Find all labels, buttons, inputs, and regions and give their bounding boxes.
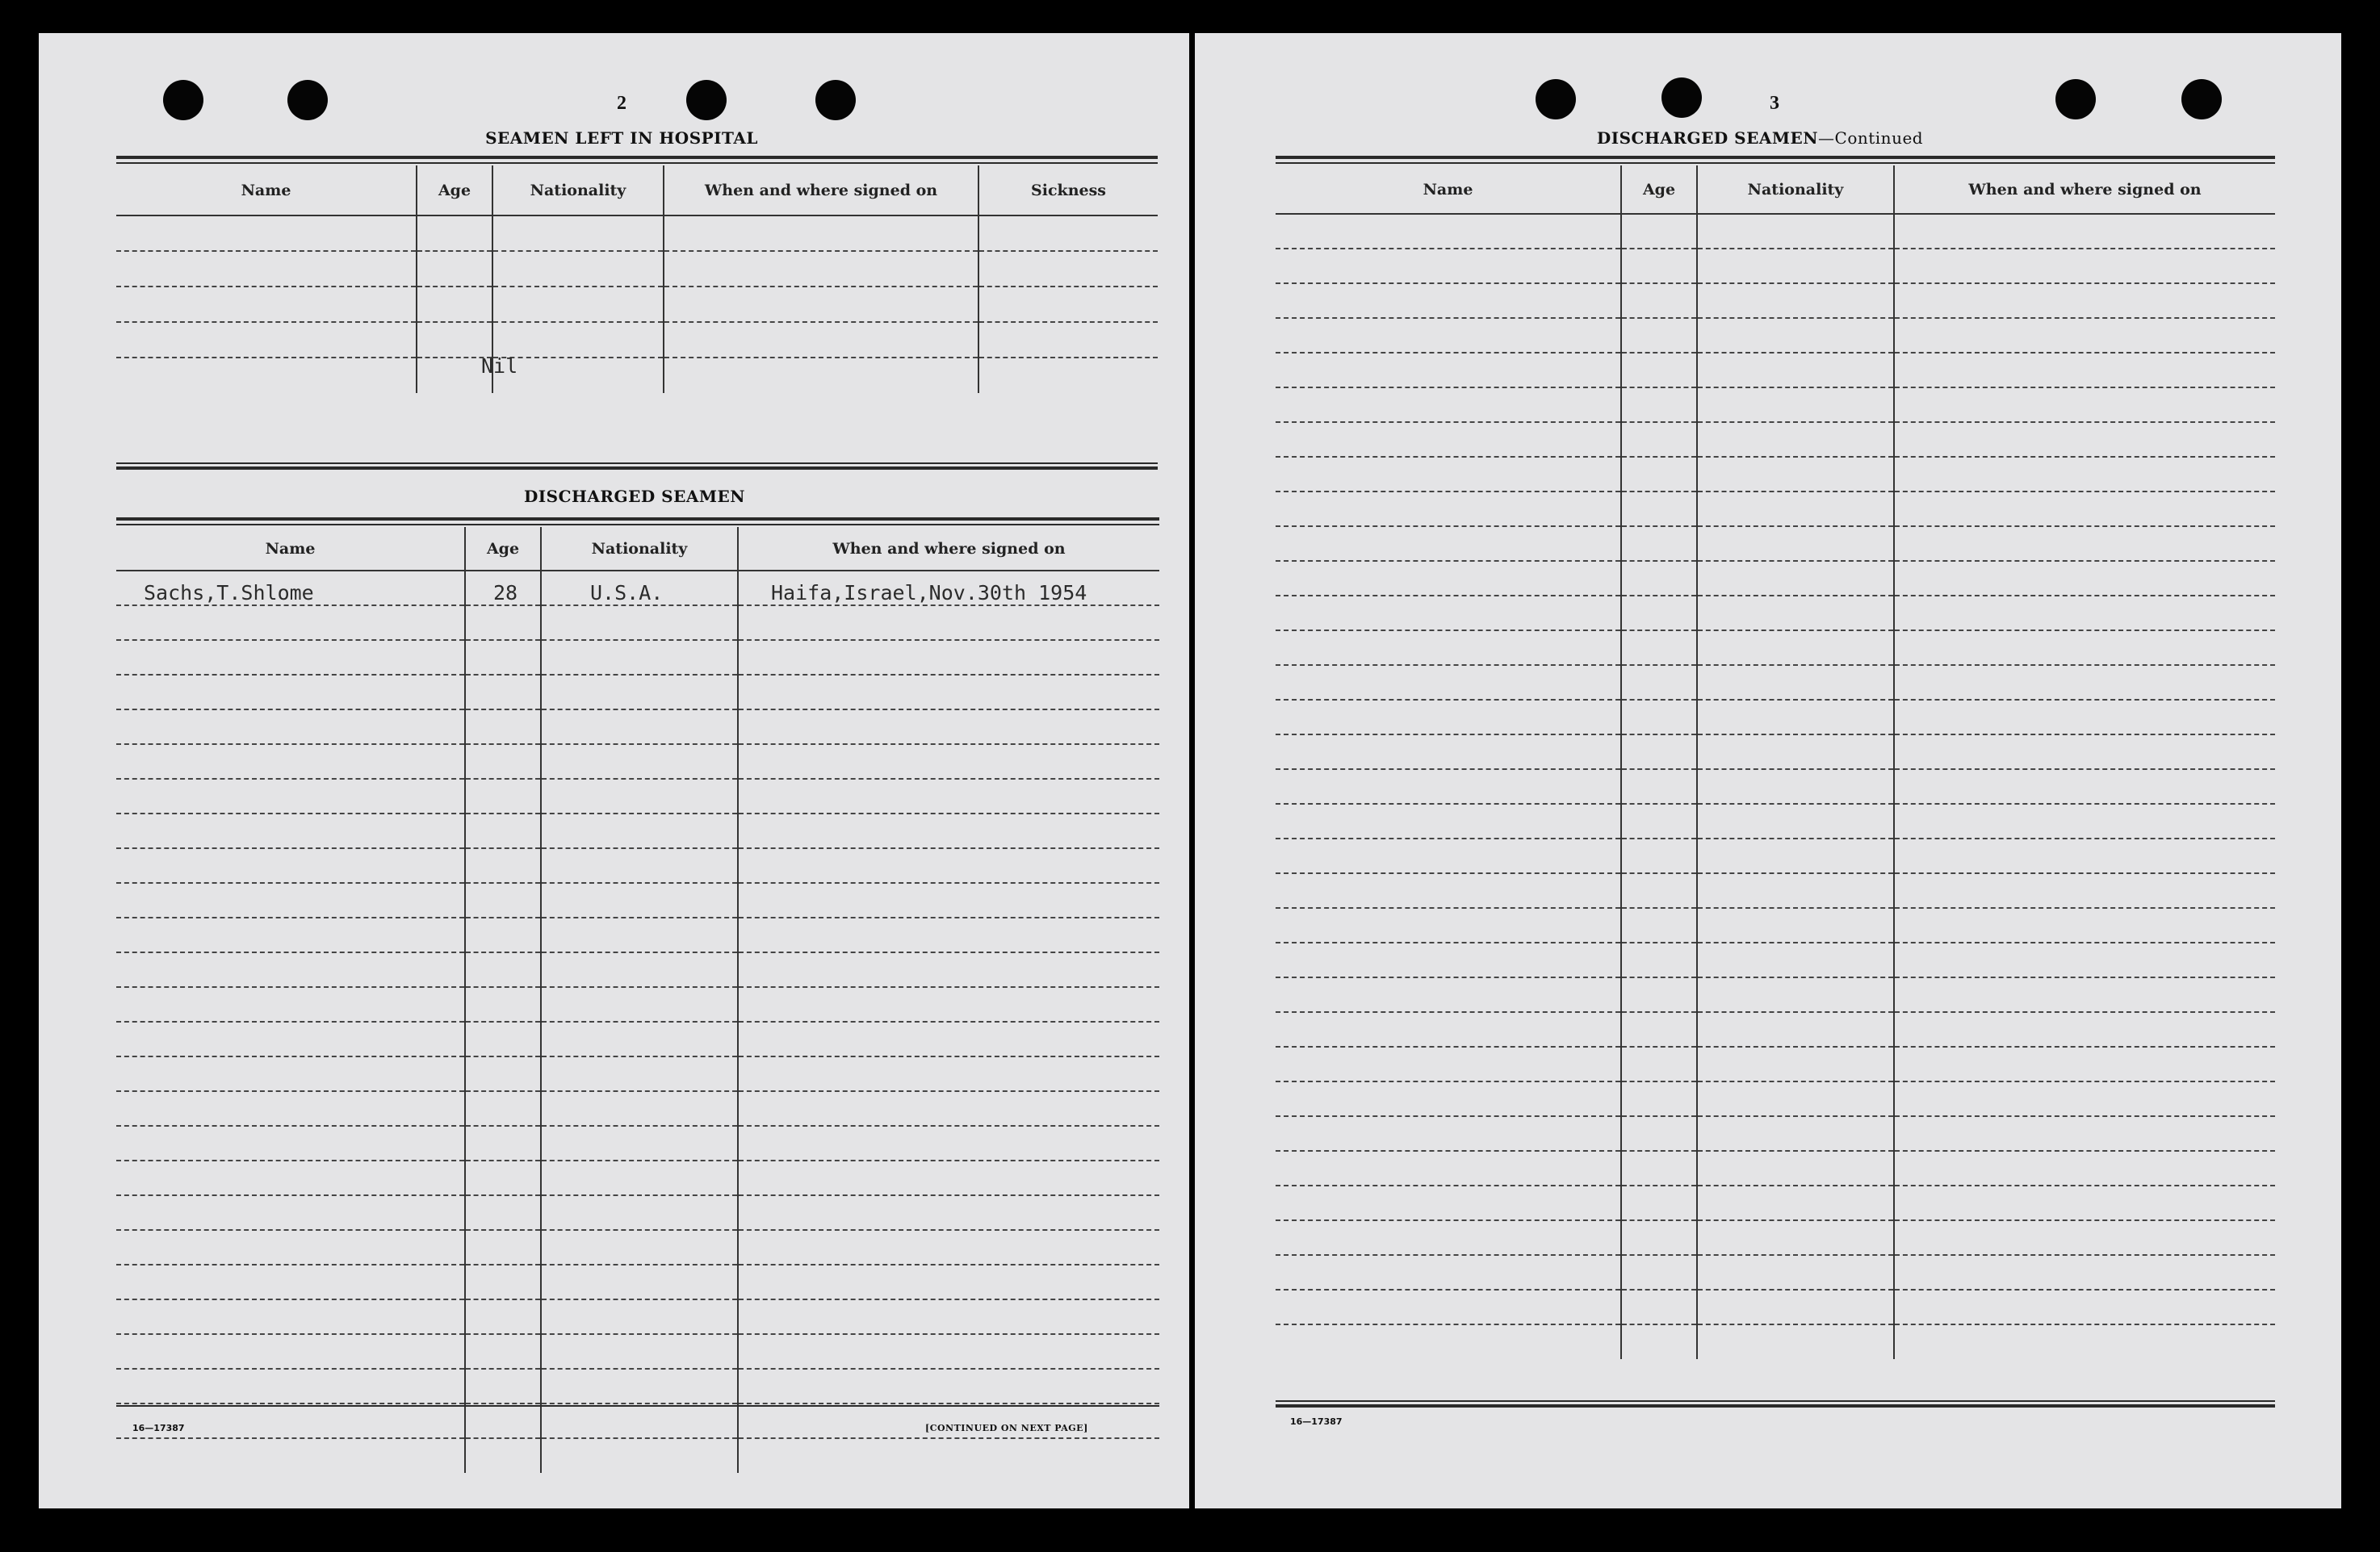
table-row bbox=[116, 358, 1158, 393]
table-row bbox=[116, 779, 1159, 814]
table-row bbox=[116, 675, 1159, 709]
table-row bbox=[1276, 1290, 2275, 1324]
discharged-top-rule bbox=[116, 517, 1159, 521]
col-header-name: Name bbox=[116, 527, 465, 571]
table-row bbox=[1276, 700, 2275, 734]
page-number: 2 bbox=[617, 93, 626, 114]
seaman-name: Sachs,T.Shlome bbox=[116, 571, 465, 605]
table-row bbox=[1276, 561, 2275, 596]
col-header-nationality: Nationality bbox=[492, 165, 664, 215]
table-row bbox=[116, 1091, 1159, 1126]
table-row bbox=[1276, 214, 2275, 249]
table-row bbox=[1276, 1220, 2275, 1255]
hospital-nil-note: Nil bbox=[481, 354, 518, 378]
left-page bbox=[39, 33, 1189, 1508]
table-row bbox=[116, 918, 1159, 952]
col-header-signed-on: When and where signed on bbox=[664, 165, 978, 215]
table-row bbox=[116, 571, 1159, 605]
punch-hole bbox=[1536, 79, 1576, 119]
table-row bbox=[1276, 596, 2275, 630]
table-row bbox=[1276, 1081, 2275, 1116]
table-row bbox=[1276, 908, 2275, 943]
table-row bbox=[1276, 630, 2275, 665]
table-row bbox=[116, 322, 1158, 358]
table-row bbox=[1276, 734, 2275, 769]
hospital-table bbox=[116, 165, 1158, 393]
discharged-section-title: DISCHARGED SEAMEN bbox=[523, 487, 746, 506]
table-row bbox=[1276, 1255, 2275, 1290]
title-main: DISCHARGED SEAMEN bbox=[1596, 128, 1819, 148]
table-row bbox=[1276, 977, 2275, 1012]
top-rule-thin bbox=[1276, 162, 2275, 164]
table-row bbox=[116, 1161, 1159, 1195]
table-row bbox=[116, 952, 1159, 987]
table-row bbox=[116, 987, 1159, 1022]
discharged-continued-title bbox=[1597, 128, 1923, 148]
punch-hole bbox=[2055, 79, 2096, 119]
col-header-nationality: Nationality bbox=[541, 527, 738, 571]
table-row bbox=[116, 215, 1158, 251]
table-row bbox=[116, 1265, 1159, 1299]
continued-note: [CONTINUED ON NEXT PAGE] bbox=[925, 1423, 1088, 1433]
table-row bbox=[1276, 387, 2275, 422]
col-header-age: Age bbox=[465, 527, 541, 571]
table-row bbox=[116, 709, 1159, 744]
table-row bbox=[1276, 665, 2275, 700]
table-row bbox=[1276, 526, 2275, 561]
hospital-bottom-rule bbox=[116, 462, 1158, 464]
table-row bbox=[1276, 457, 2275, 492]
discharged-continued-table bbox=[1276, 165, 2275, 1359]
table-row bbox=[116, 848, 1159, 883]
form-code: 16—17387 bbox=[1290, 1416, 1343, 1427]
table-row bbox=[1276, 318, 2275, 353]
table-row bbox=[1276, 769, 2275, 804]
table-row bbox=[1276, 1186, 2275, 1220]
discharged-bottom-rule bbox=[116, 1405, 1159, 1407]
punch-hole bbox=[686, 80, 727, 120]
table-row bbox=[1276, 1324, 2275, 1359]
punch-hole bbox=[815, 80, 856, 120]
table-row bbox=[116, 1334, 1159, 1369]
discharged-table bbox=[116, 527, 1159, 1473]
table-row bbox=[116, 1126, 1159, 1161]
table-row bbox=[1276, 1047, 2275, 1081]
table-row bbox=[116, 251, 1158, 287]
discharged-top-rule-thin bbox=[116, 524, 1159, 525]
bottom-rule-thick bbox=[1276, 1404, 2275, 1408]
col-header-signed-on: When and where signed on bbox=[738, 527, 1159, 571]
form-code: 16—17387 bbox=[132, 1423, 185, 1433]
hospital-section-title: SEAMEN LEFT IN HOSPITAL bbox=[485, 128, 758, 148]
table-row bbox=[116, 287, 1158, 322]
table-row bbox=[1276, 1151, 2275, 1186]
hospital-bottom-rule-thick bbox=[116, 466, 1158, 470]
table-row bbox=[1276, 839, 2275, 873]
table-row bbox=[1276, 492, 2275, 526]
seaman-nationality: U.S.A. bbox=[541, 571, 738, 605]
col-header-name: Name bbox=[1276, 165, 1621, 214]
col-header-name: Name bbox=[116, 165, 417, 215]
table-row bbox=[116, 744, 1159, 779]
seaman-signed-on: Haifa,Israel,Nov.30th 1954 bbox=[738, 571, 1159, 605]
col-header-nationality: Nationality bbox=[1697, 165, 1894, 214]
seaman-age: 28 bbox=[465, 571, 541, 605]
table-row bbox=[1276, 873, 2275, 908]
table-row bbox=[116, 1438, 1159, 1473]
right-page bbox=[1195, 33, 2341, 1508]
punch-hole bbox=[287, 80, 328, 120]
table-row bbox=[1276, 804, 2275, 839]
title-suffix: —Continued bbox=[1818, 128, 1924, 148]
table-row bbox=[1276, 943, 2275, 977]
page-number: 3 bbox=[1770, 93, 1779, 114]
top-rule-thin bbox=[116, 162, 1158, 164]
top-rule bbox=[116, 156, 1158, 159]
table-row bbox=[116, 883, 1159, 918]
table-row bbox=[116, 1195, 1159, 1230]
punch-hole bbox=[1661, 77, 1702, 118]
table-row bbox=[1276, 1012, 2275, 1047]
table-row bbox=[1276, 283, 2275, 318]
table-row bbox=[116, 605, 1159, 640]
table-row bbox=[1276, 353, 2275, 387]
col-header-signed-on: When and where signed on bbox=[1894, 165, 2275, 214]
col-header-age: Age bbox=[1621, 165, 1697, 214]
table-row bbox=[1276, 249, 2275, 283]
table-row bbox=[116, 1056, 1159, 1091]
top-rule bbox=[1276, 156, 2275, 159]
table-row bbox=[116, 814, 1159, 848]
col-header-age: Age bbox=[417, 165, 492, 215]
table-row bbox=[116, 1230, 1159, 1265]
table-row bbox=[116, 1299, 1159, 1334]
col-header-sickness: Sickness bbox=[978, 165, 1158, 215]
bottom-rule bbox=[1276, 1400, 2275, 1402]
table-row bbox=[1276, 1116, 2275, 1151]
table-row bbox=[116, 640, 1159, 675]
punch-hole bbox=[2181, 79, 2222, 119]
table-row bbox=[116, 1369, 1159, 1403]
punch-hole bbox=[163, 80, 203, 120]
table-row bbox=[116, 1022, 1159, 1056]
table-row bbox=[1276, 422, 2275, 457]
